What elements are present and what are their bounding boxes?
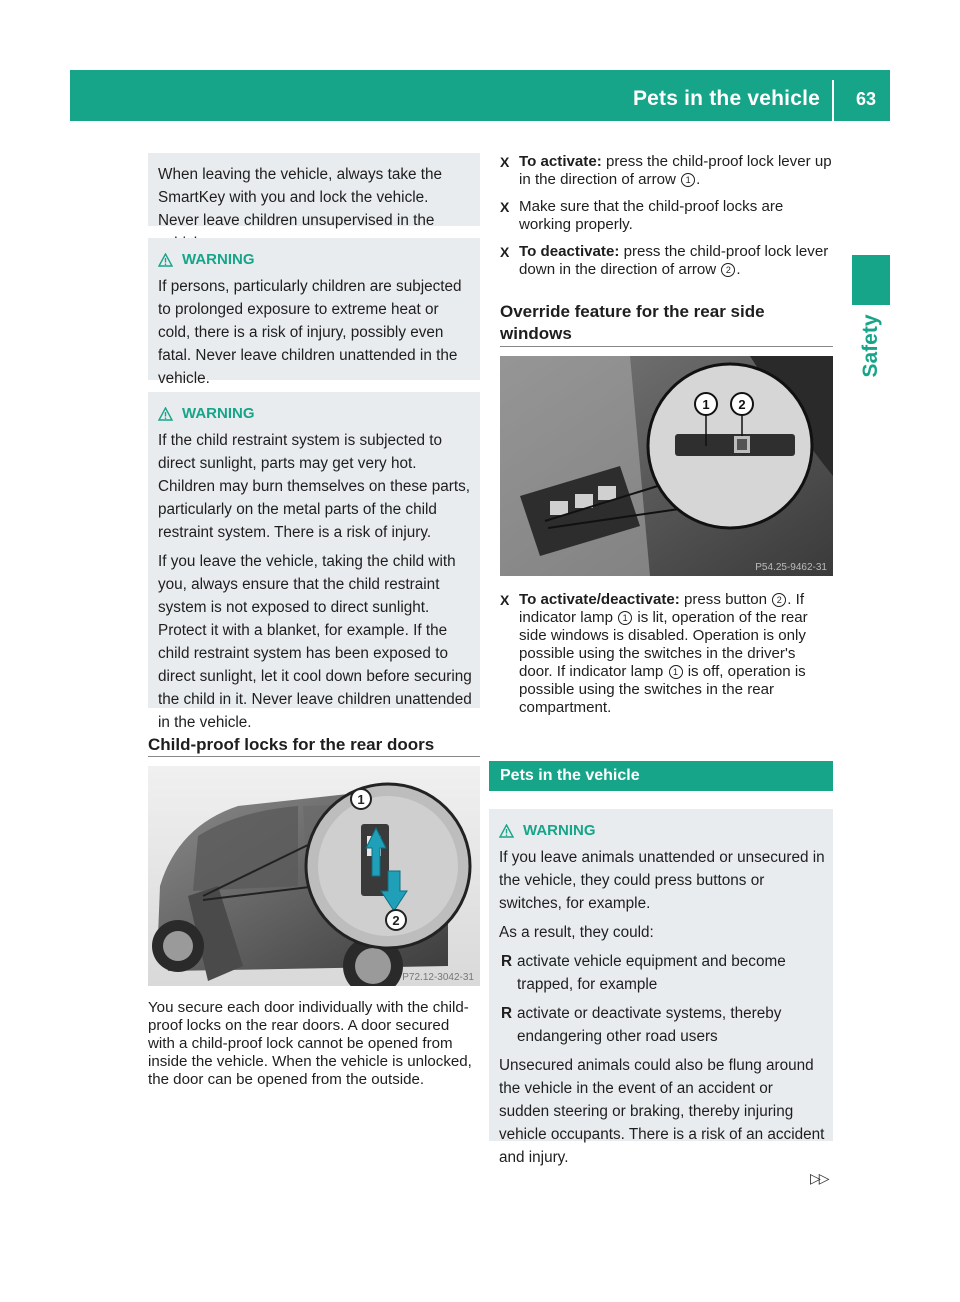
side-tab-text: Safety — [859, 314, 882, 378]
figure-callout-2: 2 — [738, 397, 746, 412]
continue-arrows-icon: ▷▷ — [810, 1170, 828, 1186]
step-text: is lit, operation of the rear side windows is disabled. Operation is only possible using the switches in the driver's door. If indicator lamp — [519, 609, 808, 680]
bullet-marker: R — [501, 953, 513, 970]
bullet-text: activate vehicle equipment and become trapped, for example — [517, 953, 786, 993]
bullet-marker: R — [501, 1005, 513, 1022]
section-rule — [148, 756, 480, 757]
warning-title: WARNING — [182, 251, 255, 268]
note-box — [148, 153, 480, 229]
warning-box-heat — [148, 238, 480, 387]
warning-text: If you leave the vehicle, taking the child with you, always ensure that the child restraint system is not exposed to direct sunlight. Protect it with a blanket, for example. If the child restraint system has been exposed to direct sunlight, let it cool down before securing the child in it. Never leave children unattended in the vehicle. — [158, 553, 472, 731]
step-text: Make sure that the child-proof locks are working properly. — [519, 198, 784, 233]
step-activate-deactivate — [500, 591, 833, 717]
step-activate — [500, 153, 833, 189]
warning-box-pets — [489, 809, 833, 1166]
body-text-child-locks: You secure each door individually with the child-proof locks on the rear doors. A door secured with a child-proof lock cannot be opened from inside the vehicle. When the vehicle is unlocked, the door can be opened from the outside. — [148, 999, 472, 1088]
step-marker: X — [500, 244, 510, 260]
figure-callout-1: 1 — [702, 397, 710, 412]
side-tab-label — [852, 314, 890, 378]
warning-text: If the child restraint system is subjected to direct sunlight, parts may get very hot. Children may burn themselves on these parts, particularly on the metal parts of the child restraint system. There is a risk of injury. — [158, 432, 471, 541]
figure-code: P72.12-3042-31 — [402, 972, 474, 983]
step-text: press the child-proof lock lever up in the direction of arrow — [519, 153, 832, 188]
figure-override-switch — [500, 356, 833, 576]
warning-triangle-icon — [158, 253, 173, 267]
page-header — [70, 70, 890, 121]
section-title-child-locks: Child-proof locks for the rear doors — [148, 735, 435, 754]
warning-title: WARNING — [523, 822, 596, 839]
figure-child-lock — [148, 766, 480, 986]
note-text: When leaving the vehicle, always take the SmartKey with you and lock the vehicle. Never leave children unsupervised in the — [158, 166, 443, 229]
section-band-pets: Pets in the vehicle — [489, 761, 833, 791]
header-divider — [832, 80, 834, 121]
child-lock-illustration — [148, 766, 480, 986]
warning-box-sunlight — [148, 392, 480, 731]
step-marker: X — [500, 199, 510, 215]
warning-title: WARNING — [182, 405, 255, 422]
figure-code: P54.25-9462-31 — [755, 562, 827, 573]
section-rule — [500, 346, 833, 347]
warning-heading — [158, 402, 472, 425]
override-switch-illustration — [500, 356, 833, 576]
step-bold: To activate: — [519, 153, 602, 170]
bullet-text: activate or deactivate systems, thereby endangering other road users — [517, 1005, 782, 1045]
page-number: 63 — [855, 89, 876, 109]
child-lock-steps — [500, 153, 833, 288]
section-title-override: Override feature for the rear side windows — [500, 302, 765, 343]
bullet-item — [499, 950, 825, 996]
step-text-end: . — [736, 261, 741, 278]
step-text: press button — [679, 591, 772, 608]
warning-heading — [158, 248, 472, 271]
warning-heading — [499, 819, 825, 842]
ref-circle-1: 1 — [681, 173, 695, 187]
step-marker: X — [500, 154, 510, 170]
ref-circle-1: 1 — [618, 611, 632, 625]
warning-text: As a result, they could: — [499, 924, 654, 941]
side-tab-marker — [852, 255, 890, 305]
step-bold: To activate/deactivate: — [519, 591, 680, 608]
ref-circle-2: 2 — [772, 593, 786, 607]
step-text: press the child-proof lock lever down in the direction of arrow — [519, 243, 829, 278]
bullet-item — [499, 1002, 825, 1048]
header-title: Pets in the vehicle — [632, 87, 820, 110]
step-verify — [500, 198, 833, 234]
step-deactivate — [500, 243, 833, 279]
warning-text: If you leave animals unattended or unsecured in the vehicle, they could press buttons or switches, for example. — [499, 849, 825, 912]
warning-text: If persons, particularly children are subjected to prolonged exposure to extreme heat or cold, there is a risk of injury, possibly even fatal. Never leave children unattended in the vehicle. — [158, 278, 462, 387]
figure-callout-1: 1 — [357, 792, 365, 807]
step-text: . If indicator lamp — [519, 591, 805, 626]
override-steps — [500, 591, 833, 726]
step-text-end: . — [696, 171, 701, 188]
step-text: is off, operation is possible using the switches in the rear compartment. — [519, 663, 806, 716]
warning-triangle-icon — [499, 824, 514, 838]
warning-text: Unsecured animals could also be flung around the vehicle in the event of an accident or sudden steering or braking, thereby injuring vehicle occupants. There is a risk of an accident and injury. — [499, 1057, 825, 1166]
figure-callout-2: 2 — [392, 913, 400, 928]
ref-circle-1: 1 — [669, 665, 683, 679]
step-bold: To deactivate: — [519, 243, 620, 260]
warning-triangle-icon — [158, 407, 173, 421]
step-marker: X — [500, 592, 510, 608]
ref-circle-2: 2 — [721, 263, 735, 277]
